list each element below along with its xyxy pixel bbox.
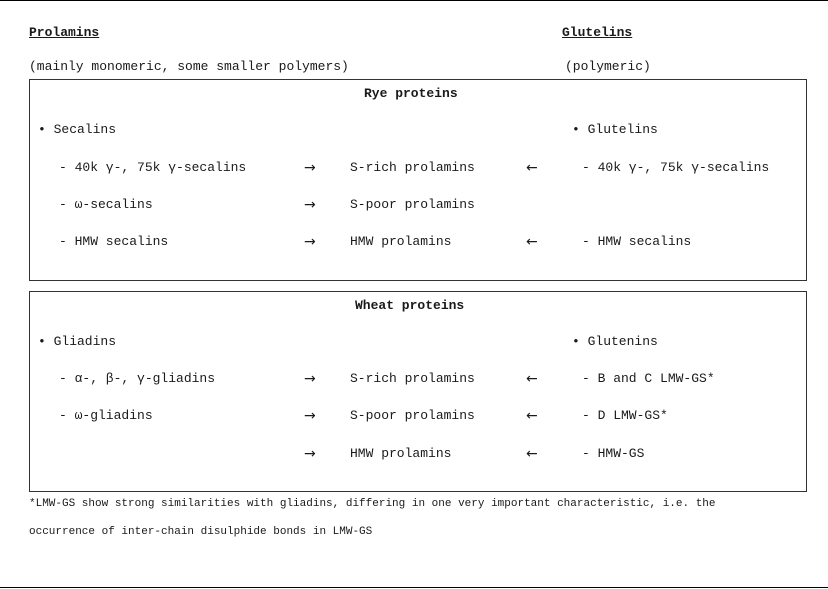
wheat-row-3-middle: HMW prolamins <box>350 446 452 461</box>
secalins-group: • Secalins <box>38 122 117 137</box>
rye-row-2-left: - ω-secalins <box>59 197 153 212</box>
rye-box-title: Rye proteins <box>364 86 458 101</box>
left-arrow-icon: ← <box>526 234 538 250</box>
wheat-row-2-middle: S-poor prolamins <box>350 408 475 423</box>
rye-proteins-box <box>29 79 807 281</box>
rye-row-2-middle: S-poor prolamins <box>350 197 475 212</box>
prolamins-note: (mainly monomeric, some smaller polymers) <box>29 59 349 74</box>
right-arrow-icon: → <box>304 234 316 250</box>
prolamins-heading: Prolamins <box>29 25 100 40</box>
left-arrow-icon: ← <box>526 160 538 176</box>
rye-row-3-middle: HMW prolamins <box>350 234 452 249</box>
right-arrow-icon: → <box>304 408 316 424</box>
wheat-row-1-middle: S-rich prolamins <box>350 371 475 386</box>
wheat-row-1-left: - α-, β-, γ-gliadins <box>59 371 216 386</box>
rye-row-1-middle: S-rich prolamins <box>350 160 475 175</box>
left-arrow-icon: ← <box>526 371 538 387</box>
left-arrow-icon: ← <box>526 408 538 424</box>
right-arrow-icon: → <box>304 371 316 387</box>
rye-glutelins-group: • Glutelins <box>572 122 658 137</box>
right-arrow-icon: → <box>304 197 316 213</box>
wheat-row-3-right: - HMW-GS <box>582 446 645 461</box>
glutenins-group: • Glutenins <box>572 334 658 349</box>
wheat-box-title: Wheat proteins <box>355 298 465 313</box>
glutelins-note: (polymeric) <box>565 59 651 74</box>
top-rule <box>0 0 828 1</box>
rye-row-3-right: - HMW secalins <box>582 234 692 249</box>
left-arrow-icon: ← <box>526 446 538 462</box>
wheat-row-2-left: - ω-gliadins <box>59 408 153 423</box>
gliadins-group: • Gliadins <box>38 334 117 349</box>
right-arrow-icon: → <box>304 446 316 462</box>
right-arrow-icon: → <box>304 160 316 176</box>
rye-row-1-right: - 40k γ-, 75k γ-secalins <box>582 160 770 175</box>
rye-row-1-left: - 40k γ-, 75k γ-secalins <box>59 160 247 175</box>
rye-row-3-left: - HMW secalins <box>59 234 169 249</box>
wheat-row-2-right: - D LMW-GS* <box>582 408 668 423</box>
footnote-line-2: occurrence of inter-chain disulphide bonds in LMW-GS <box>29 526 373 538</box>
footnote-line-1: *LMW-GS show strong similarities with gliadins, differing in one very important characteristic, i.e. the <box>29 498 716 510</box>
wheat-row-1-right: - B and C LMW-GS* <box>582 371 715 386</box>
glutelins-heading: Glutelins <box>562 25 633 40</box>
bottom-rule <box>0 587 828 588</box>
